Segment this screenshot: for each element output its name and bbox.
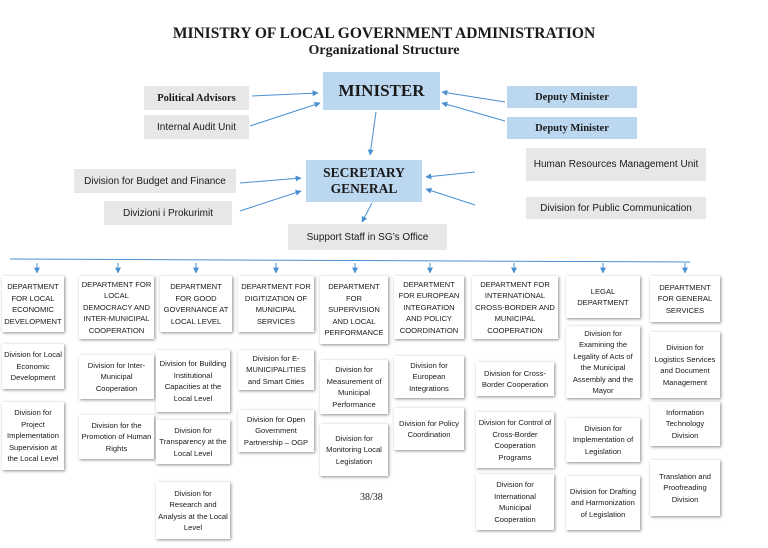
chart-title: MINISTRY OF LOCAL GOVERNMENT ADMINISTRATION bbox=[172, 25, 596, 42]
support-staff-box: Support Staff in SG’s Office bbox=[288, 224, 447, 250]
arrow-internal-audit bbox=[250, 103, 320, 126]
division-box: Division for Local Economic Development bbox=[2, 344, 64, 389]
dept-header-local-democracy: DEPARTMENT FOR LOCAL DEMOCRACY AND INTER-MUNICIPAL COOPERATION bbox=[79, 276, 154, 339]
division-box: Division for Transparency at the Local Level bbox=[156, 420, 230, 464]
division-box: Division for Project Implementation Supervision at the Local Level bbox=[2, 402, 64, 470]
arrow-budget-finance bbox=[240, 178, 301, 183]
division-box: Division for Examining the Legality of Acts of the Municipal Assembly and the Mayor bbox=[566, 326, 640, 398]
departments-bus-line bbox=[10, 259, 690, 262]
secretary-general-box: SECRETARY GENERAL bbox=[306, 160, 422, 202]
dept-header-general-services: DEPARTMENT FOR GENERAL SERVICES bbox=[650, 276, 720, 322]
public-communication-box: Division for Public Communication bbox=[526, 197, 706, 219]
division-box: Division for Measurement of Municipal Performance bbox=[320, 360, 388, 414]
arrow-public-communication bbox=[426, 189, 475, 205]
deputy-minister-box-2: Deputy Minister bbox=[507, 117, 637, 139]
procurement-box: Divizioni i Prokurimit bbox=[104, 201, 232, 225]
division-box: Division for E-MUNICIPALITIES and Smart Cities bbox=[238, 350, 314, 390]
arrow-hr-unit bbox=[426, 172, 475, 177]
division-box: Division for Drafting and Harmonization of Legislation bbox=[566, 476, 640, 530]
dept-header-supervision: DEPARTMENT FOR SUPERVISION AND LOCAL PERFORMANCE bbox=[320, 276, 388, 344]
internal-audit-box: Internal Audit Unit bbox=[144, 115, 249, 139]
division-box: Translation and Proofreading Division bbox=[650, 460, 720, 516]
division-box: Division for Control of Cross-Border Cooperation Programs bbox=[476, 412, 554, 468]
division-box: Division for Building Institutional Capacities at the Local Level bbox=[156, 350, 230, 412]
minister-box: MINISTER bbox=[323, 72, 440, 110]
division-box: Information Technology Division bbox=[650, 402, 720, 446]
division-box: Division for Implementation of Legislation bbox=[566, 418, 640, 462]
division-box: Division for European Integrations bbox=[394, 356, 464, 398]
dept-header-international-cooperation: DEPARTMENT FOR INTERNATIONAL CROSS-BORDER AND MUNICIPAL COOPERATION bbox=[472, 276, 558, 339]
arrow-procurement bbox=[240, 191, 301, 211]
arrow-deputy-minister-2 bbox=[442, 103, 505, 121]
division-box: Division for Monitoring Local Legislation bbox=[320, 424, 388, 476]
budget-finance-box: Division for Budget and Finance bbox=[74, 169, 236, 193]
division-box: Division for the Promotion of Human Rights bbox=[79, 415, 154, 459]
arrow-political-advisors bbox=[252, 93, 318, 96]
deputy-minister-box-1: Deputy Minister bbox=[507, 86, 637, 108]
chart-subtitle: Organizational Structure bbox=[308, 43, 460, 58]
arrow-deputy-minister-1 bbox=[442, 92, 505, 102]
dept-header-legal: LEGAL DEPARTMENT bbox=[566, 276, 640, 318]
arrow-minister-to-sg bbox=[370, 112, 376, 155]
arrow-support-staff bbox=[362, 203, 372, 222]
page-number: 38/38 bbox=[360, 492, 383, 503]
dept-header-good-governance: DEPARTMENT FOR GOOD GOVERNANCE AT LOCAL LEVEL bbox=[160, 276, 232, 332]
division-box: Division for Open Government Partnership – OGP bbox=[238, 410, 314, 452]
political-advisors-box: Political Advisors bbox=[144, 86, 249, 110]
division-box: Division for Policy Coordination bbox=[394, 408, 464, 450]
dept-header-local-economic-development: DEPARTMENT FOR LOCAL ECONOMIC DEVELOPMENT bbox=[2, 276, 64, 332]
division-box: Division for Logistics Services and Document Management bbox=[650, 332, 720, 398]
division-box: Division for Research and Analysis at the Local Level bbox=[156, 482, 230, 539]
hr-unit-box: Human Resources Management Unit bbox=[526, 148, 706, 181]
division-box: Division for International Municipal Cooperation bbox=[476, 474, 554, 530]
dept-header-european-integration: DEPARTMENT FOR EUROPEAN INTEGRATION AND POLICY COORDINATION bbox=[394, 276, 464, 339]
dept-header-digitization: DEPARTMENT FOR DIGITIZATION OF MUNICIPAL SERVICES bbox=[238, 276, 314, 332]
division-box: Division for Inter-Municipal Cooperation bbox=[79, 355, 154, 399]
division-box: Division for Cross-Border Cooperation bbox=[476, 362, 554, 396]
